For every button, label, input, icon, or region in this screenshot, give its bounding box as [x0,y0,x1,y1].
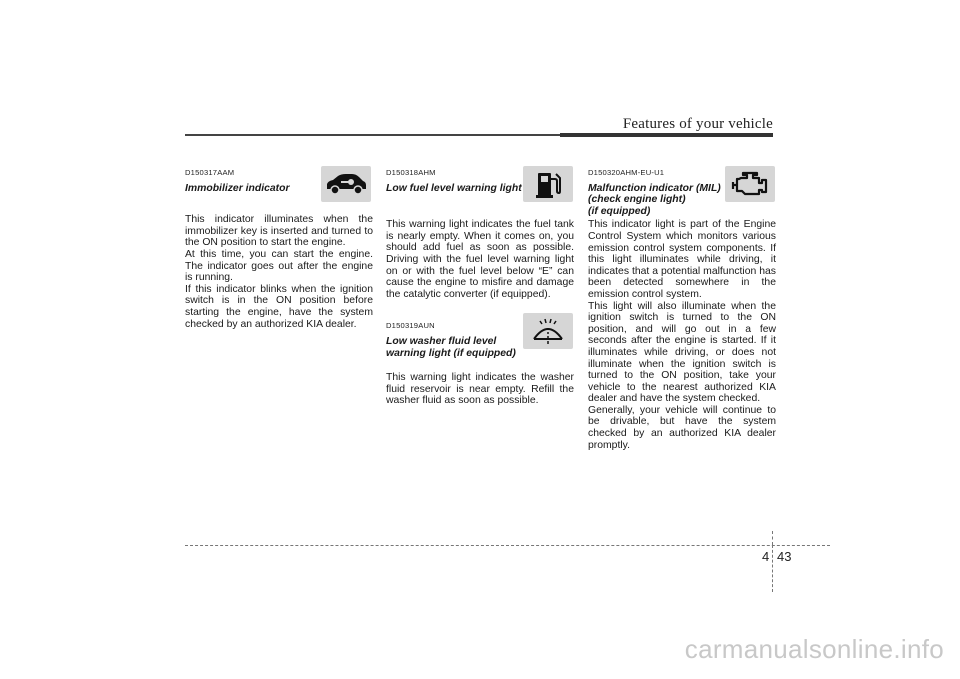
section-heading: Low washer fluid level [386,335,497,347]
car-key-icon [321,166,371,202]
paragraph: This warning light indicates the washer fluid reservoir is near empty. Refill the washer fluid as soon as possible. [386,372,574,407]
section-heading: (if equipped) [588,205,651,217]
section-code: D150320AHM-EU-U1 [588,168,665,177]
section-heading: Low fuel level warning light [386,182,522,194]
footer-divider [772,545,773,592]
paragraph: If this indicator blinks when the ignition switch is in the ON position before starting the engine, have the system checked by an authorized KIA dealer. [185,283,373,330]
paragraph: Generally, your vehicle will continue to be drivable, but have the system checked by an authorized KIA dealer promptly. [588,404,776,451]
column-warning-lights [386,167,574,407]
page-number: 43 [777,549,792,564]
check-engine-icon [725,166,775,202]
paragraph: At this time, you can start the engine. The indicator goes out after the engine is running. [185,248,373,284]
footer-divider [772,531,773,545]
watermark: carmanualsonline.info [684,634,944,664]
footer-rule [185,545,830,546]
header-rule-accent [560,133,773,137]
washer-fluid-icon [523,313,573,349]
section-code: D150319AUN [386,321,435,331]
fuel-pump-icon [523,166,573,202]
section-heading: Malfunction indicator (MIL) [588,182,721,194]
paragraph: This indicator illuminates when the immobilizer key is inserted and turned to the ON position to start the engine. [185,214,373,249]
section-heading: (check engine light) [588,194,686,206]
section-heading: warning light (if equipped) [386,347,516,359]
paragraph: This light will also illuminate when the ignition switch is turned to the ON position, and will go out in a few seconds after the engine is started. If it illuminates while driving, or does not illuminate when the ignition switch is turned to the ON position, take your vehicle to the nearest authorized KIA dealer and have the system checked. [588,300,776,405]
section-code: D150318AHM [386,168,436,177]
column-malfunction-indicator [588,167,776,451]
page-header-title: Features of your vehicle [622,116,773,132]
paragraph: This warning light indicates the fuel tank is nearly empty. When it comes on, you should add fuel as soon as possible. Driving with the fuel level warning light on or with the fuel level below “E” can cause the engine to misfire and damage the catalytic converter (if equipped). [386,219,574,300]
paragraph: This indicator light is part of the Engine Control System which monitors various emission control system components. If this light illuminates while driving, it indicates that a potential malfunction has been detected somewhere in the emission control system. [588,219,776,300]
section-heading: Immobilizer indicator [185,182,290,194]
section-code: D150317AAM [185,168,235,177]
chapter-number: 4 [762,549,770,564]
